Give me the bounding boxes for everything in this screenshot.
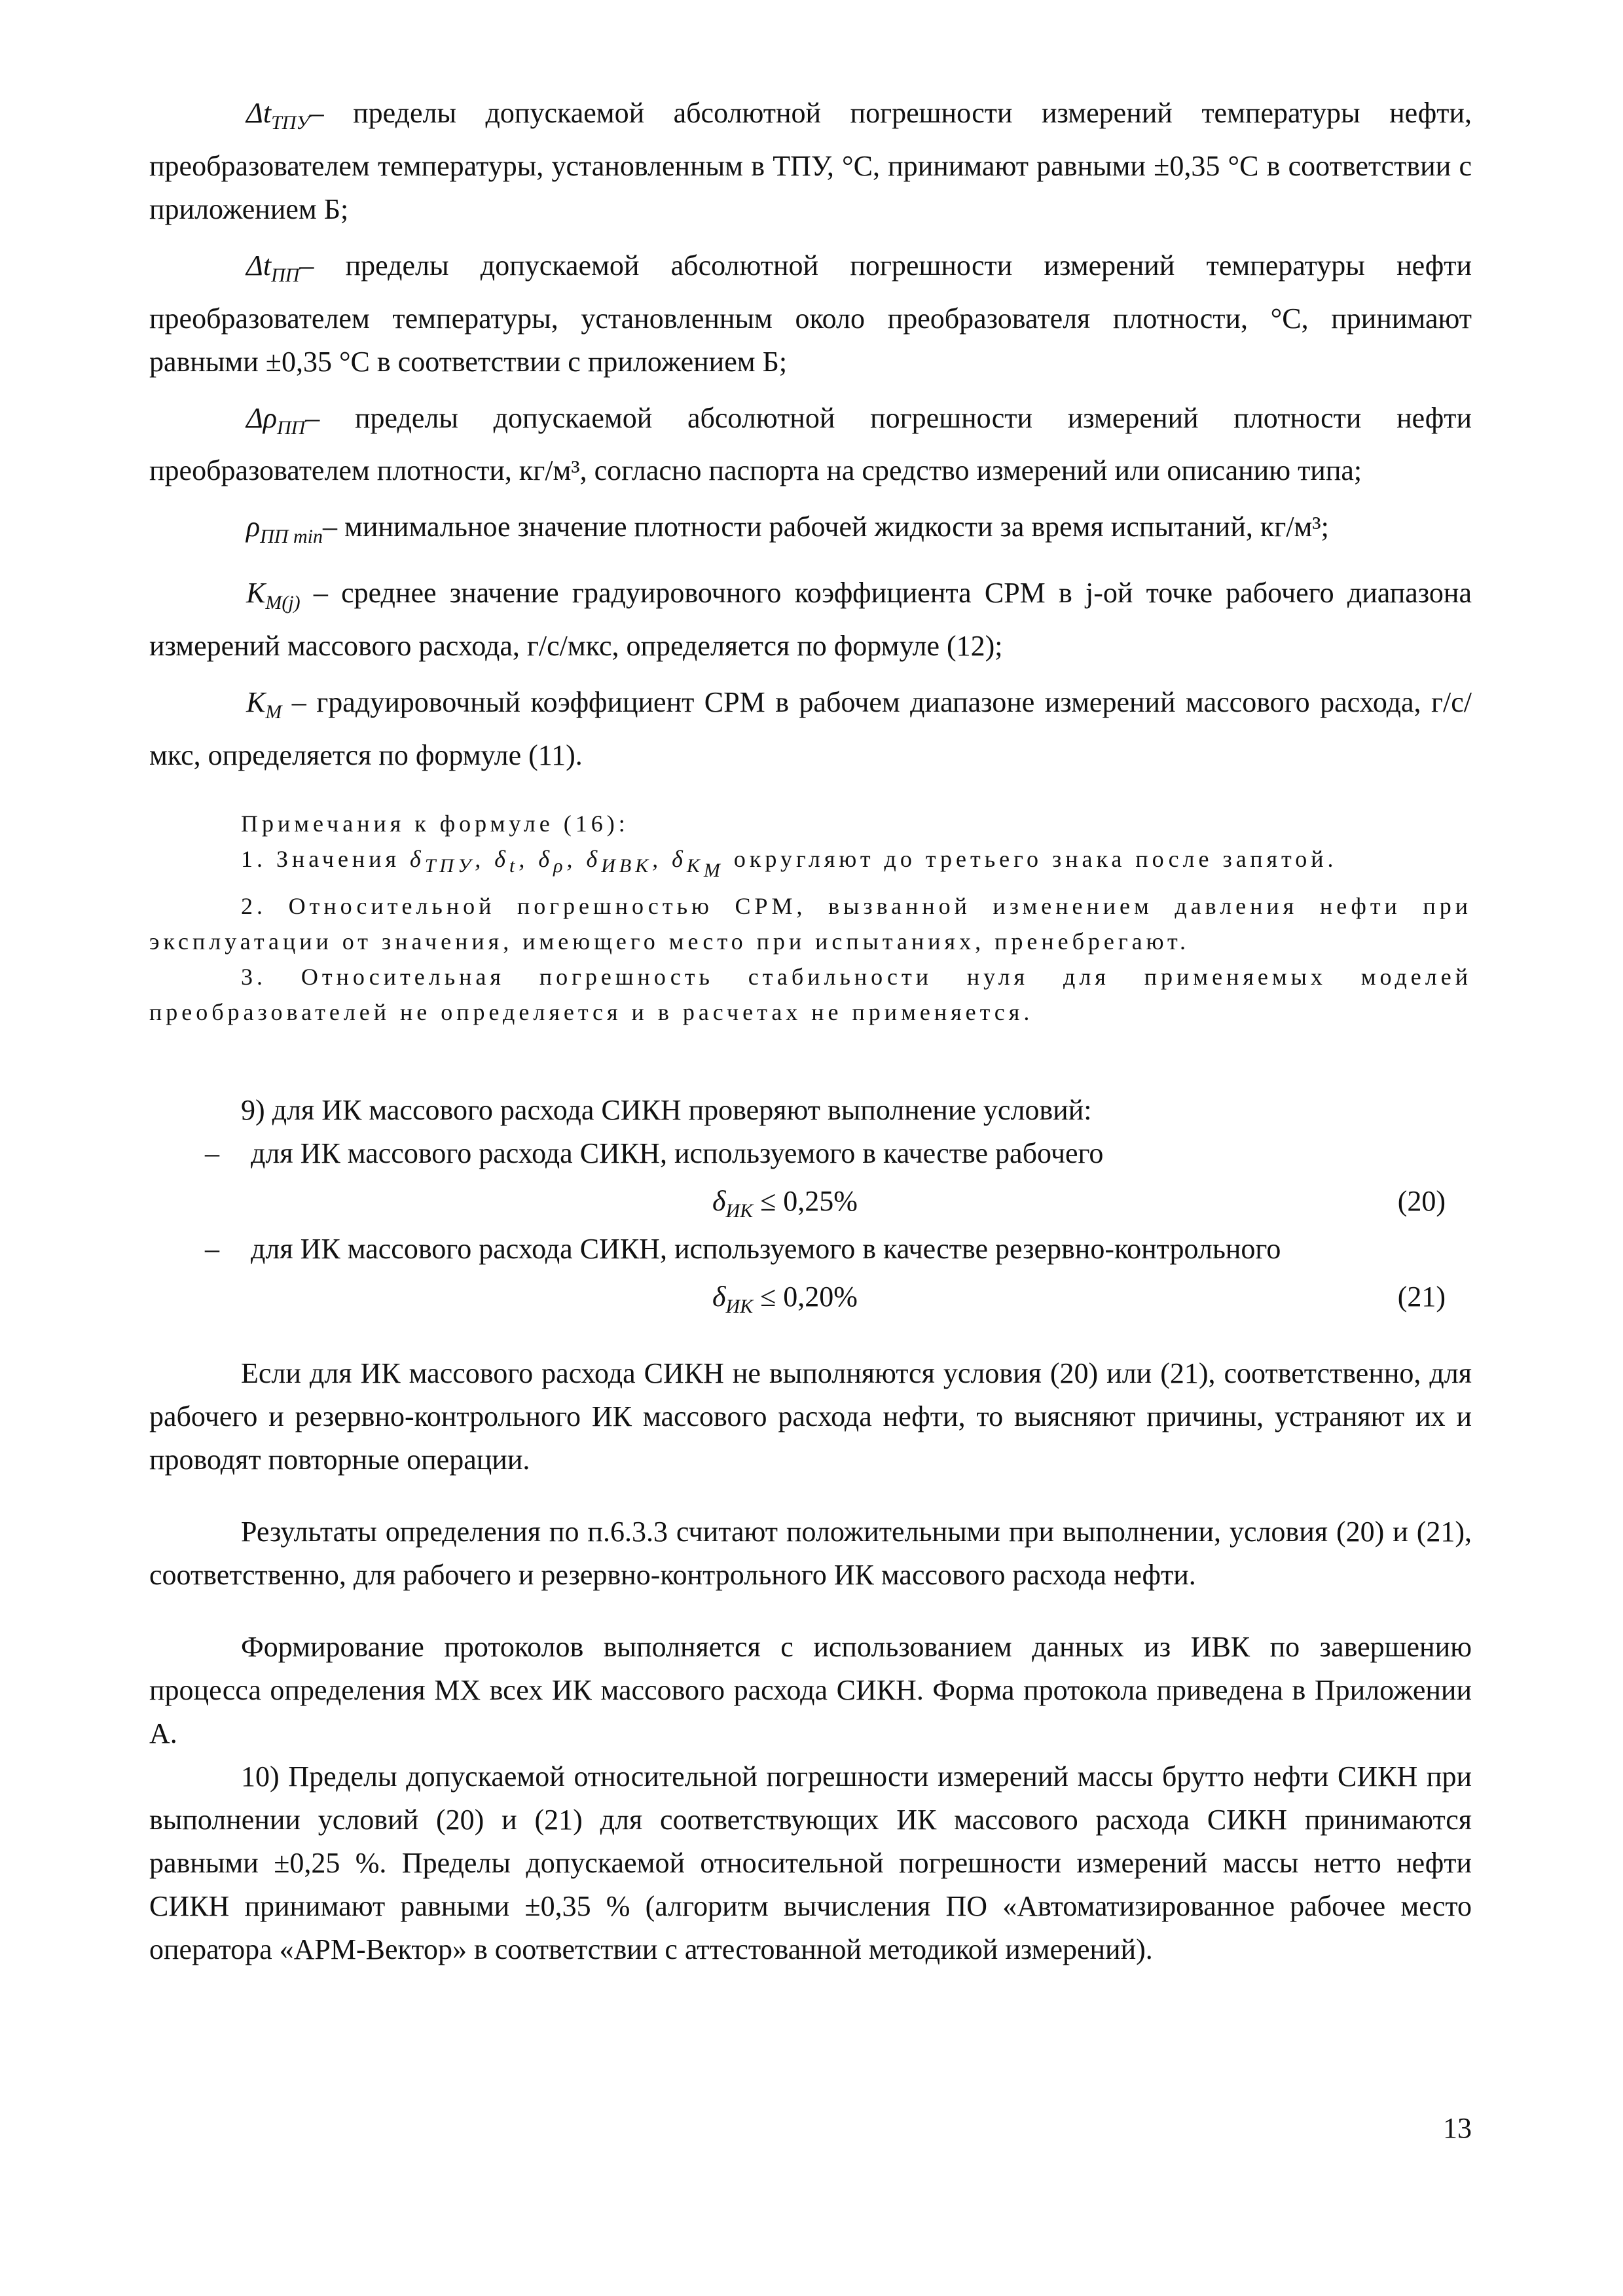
page-body (149, 92, 1472, 1971)
note-2: 2. Относительной погрешностью СРМ, вызванной изменением давления нефти при эксплуатации от значения, имеющего место при испытаниях, пренебрегают. (149, 892, 1472, 955)
symbol: $K_M$ (246, 685, 282, 723)
definition-drho-pp: $\Delta\rho_{ПП}-$ пределы допускаемой абсолютной погрешности измерений плотности нефти преобразователем плотности, кг/м³, согласно паспорта на средство измерений или описанию типа; (149, 401, 1472, 487)
item-9-intro: 9) для ИК массового расхода СИКН проверяют выполнение условий: (241, 1093, 1092, 1126)
definition-km: $K_M$ – градуировочный коэффициент СРМ в рабочем диапазоне измерений массового расхода, г/с/мкс, определяется по формуле (11). (149, 685, 1472, 771)
note-1: 1. Значения $\delta_{ТПУ}$, $\delta_t$, $\delta_\rho$, $\delta_{ИВК}$, $\delta_{K_M}$ округляют до третьего знака после запятой. (241, 845, 1338, 881)
definition-dt-pp: $\Delta t_{ПП}-$ пределы допускаемой абсолютной погрешности измерений температуры нефти преобразователем температуры, установленным около преобразователя плотности, °С, принимают равными ±0,35 °С в соответствии с приложением Б; (149, 249, 1472, 378)
symbol: $\Delta t_{ПП}$ (246, 249, 300, 286)
symbol: $\Delta\rho_{ПП}$ (246, 401, 306, 439)
formula-21-number: (21) (1397, 1280, 1446, 1313)
notes-block (149, 806, 1472, 1030)
paragraph-conditions-failed: Если для ИК массового расхода СИКН не выполняются условия (20) или (21), соответственно, для рабочего и резервно-контрольного ИК массового расхода нефти, то выясняют причины, устраняют их и проводят повторные операции. (149, 1357, 1472, 1476)
formula-20-expression: $\delta_{ИК} \le 0,25\%$ (712, 1184, 858, 1222)
symbol: $\rho_{ПП min}$ (246, 511, 323, 548)
symbol: $K_{M(j)}$ (246, 577, 301, 613)
notes-title: Примечания к формуле (16): (241, 810, 629, 837)
item-10: 10) Пределы допускаемой относительной погрешности измерений массы брутто нефти СИКН при выполнении условий (20) и (21) для соответствующих ИК массового расхода СИКН принимаются равными ±0,25 %. Пределы допускаемой относительной погрешности измерений массы нетто нефти СИКН принимают равными ±0,35 % (алгоритм вычисления ПО «Автоматизированное рабочее место оператора «АРМ-Вектор» в соответствии с аттестованной методикой измерений). (149, 1760, 1472, 1965)
symbol: $\Delta t_{ТПУ}$ (246, 97, 310, 134)
formula-21-expression: $\delta_{ИК} \le 0,20\%$ (712, 1280, 858, 1317)
definition-km-j: $K_{M(j)}$ – среднее значение градуировочного коэффициента СРМ в j-ой точке рабочего диапазона измерений массового расхода, г/с/мкс, определяется по формуле (12); (149, 577, 1472, 662)
page-number: 13 (1443, 2112, 1472, 2144)
note-1-symbols: $\delta_{ТПУ}$, $\delta_t$, $\delta_\rho$, $\delta_{ИВК}$, $\delta_{K_M}$ (410, 845, 724, 881)
paragraph-protocols: Формирование протоколов выполняется с использованием данных из ИВК по завершению процесса определения МХ всех ИК массового расхода СИКН. Форма протокола приведена в Приложении А. (149, 1630, 1472, 1749)
note-3: 3. Относительная погрешность стабильности нуля для применяемых моделей преобразователей не определяется и в расчетах не применяется. (149, 963, 1472, 1025)
formula-20 (149, 1175, 1472, 1228)
condition-reserve: – для ИК массового расхода СИКН, используемого в качестве резервно-контрольного (205, 1232, 1281, 1265)
formula-21 (149, 1271, 1472, 1323)
paragraph-results: Результаты определения по п.6.3.3 считают положительными при выполнении, условия (20) и (21), соответственно, для рабочего и резервно-контрольного ИК массового расхода нефти. (149, 1515, 1472, 1591)
definition-rho-min: $\rho_{ПП min}-$ минимальное значение плотности рабочей жидкости за время испытаний, кг/м³; (246, 511, 1329, 548)
definition-dt-tpu: $\Delta t_{ТПУ}-$ пределы допускаемой абсолютной погрешности измерений температуры нефти, преобразователем температуры, установленным в ТПУ, °С, принимают равными ±0,35 °С в соответствии с приложением Б; (149, 97, 1472, 225)
condition-working: – для ИК массового расхода СИКН, используемого в качестве рабочего (205, 1137, 1104, 1169)
formula-20-number: (20) (1397, 1184, 1446, 1217)
